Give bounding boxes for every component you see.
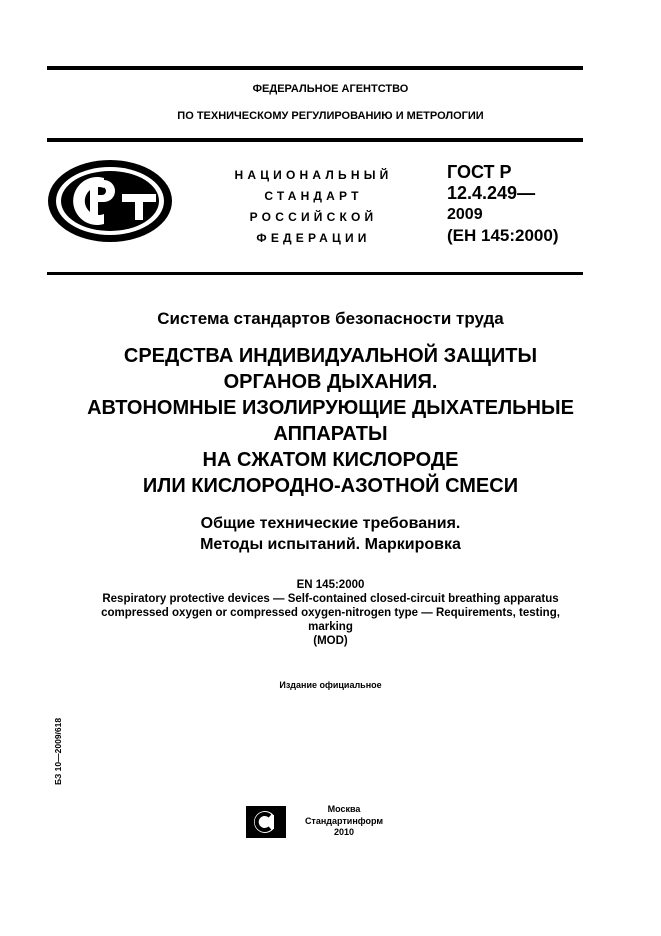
main-title-line1: СРЕДСТВА ИНДИВИДУАЛЬНОЙ ЗАЩИТЫ [123,345,538,367]
publisher-name: Стандартинформ [304,815,384,826]
agency-name-line1: ФЕДЕРАЛЬНОЕ АГЕНТСТВО [252,83,409,95]
standard-designation [447,162,559,246]
main-title-line4: АППАРАТЫ [273,423,388,445]
main-title-line2: ОРГАНОВ ДЫХАНИЯ. [223,371,438,393]
publisher-info [304,804,384,839]
en-code: EN 145:2000 [296,579,365,591]
subtitle-line2: Методы испытаний. Маркировка [200,536,461,553]
edition-label: Издание официальное [279,680,382,690]
main-title-line6: ИЛИ КИСЛОРОДНО-АЗОТНОЙ СМЕСИ [142,475,519,497]
main-title-line3: АВТОНОМНЫЕ ИЗОЛИРУЮЩИЕ ДЫХАТЕЛЬНЫЕ [87,397,574,419]
subtitle-line1: Общие технические требования. [200,515,461,532]
header-rule [47,138,583,142]
top-rule [47,66,583,70]
standard-type-line4: ФЕДЕРАЦИИ [256,231,371,245]
agency-name-line2: ПО ТЕХНИЧЕСКОМУ РЕГУЛИРОВАНИЮ И МЕТРОЛОГИИ [177,110,484,122]
designation-line3: 2009 [447,206,483,223]
subtitle [0,513,661,555]
side-code-text: БЗ 10—2009/618 [53,717,63,785]
publisher-year: 2010 [333,827,355,837]
rst-certification-logo [46,158,174,244]
publisher-logo [246,806,286,838]
en-title-line2: compressed oxygen or compressed oxygen-nitrogen type — Requirements, testing, [101,607,560,619]
side-code [52,700,64,785]
standard-type-line3: РОССИЙСКОЙ [249,210,378,224]
standard-type-line1: НАЦИОНАЛЬНЫЙ [234,168,393,182]
main-title-line5: НА СЖАТОМ КИСЛОРОДЕ [202,449,459,471]
system-title: Система стандартов безопасности труда [157,309,504,328]
designation-line4: (ЕН 145:2000) [447,226,559,245]
divider-rule [47,272,583,275]
en-mod-label: (MOD) [313,635,348,647]
en-title-line3: marking [308,621,353,633]
designation-line2: 12.4.249— [447,183,536,203]
national-standard-label [226,165,401,249]
en-title-line1: Respiratory protective devices — Self-contained closed-circuit breathing apparatus [102,593,559,605]
designation-line1: ГОСТ Р [447,162,512,182]
en-reference [0,578,661,648]
publisher-city: Москва [327,804,361,814]
main-title [0,343,661,499]
standard-type-line2: СТАНДАРТ [264,189,363,203]
